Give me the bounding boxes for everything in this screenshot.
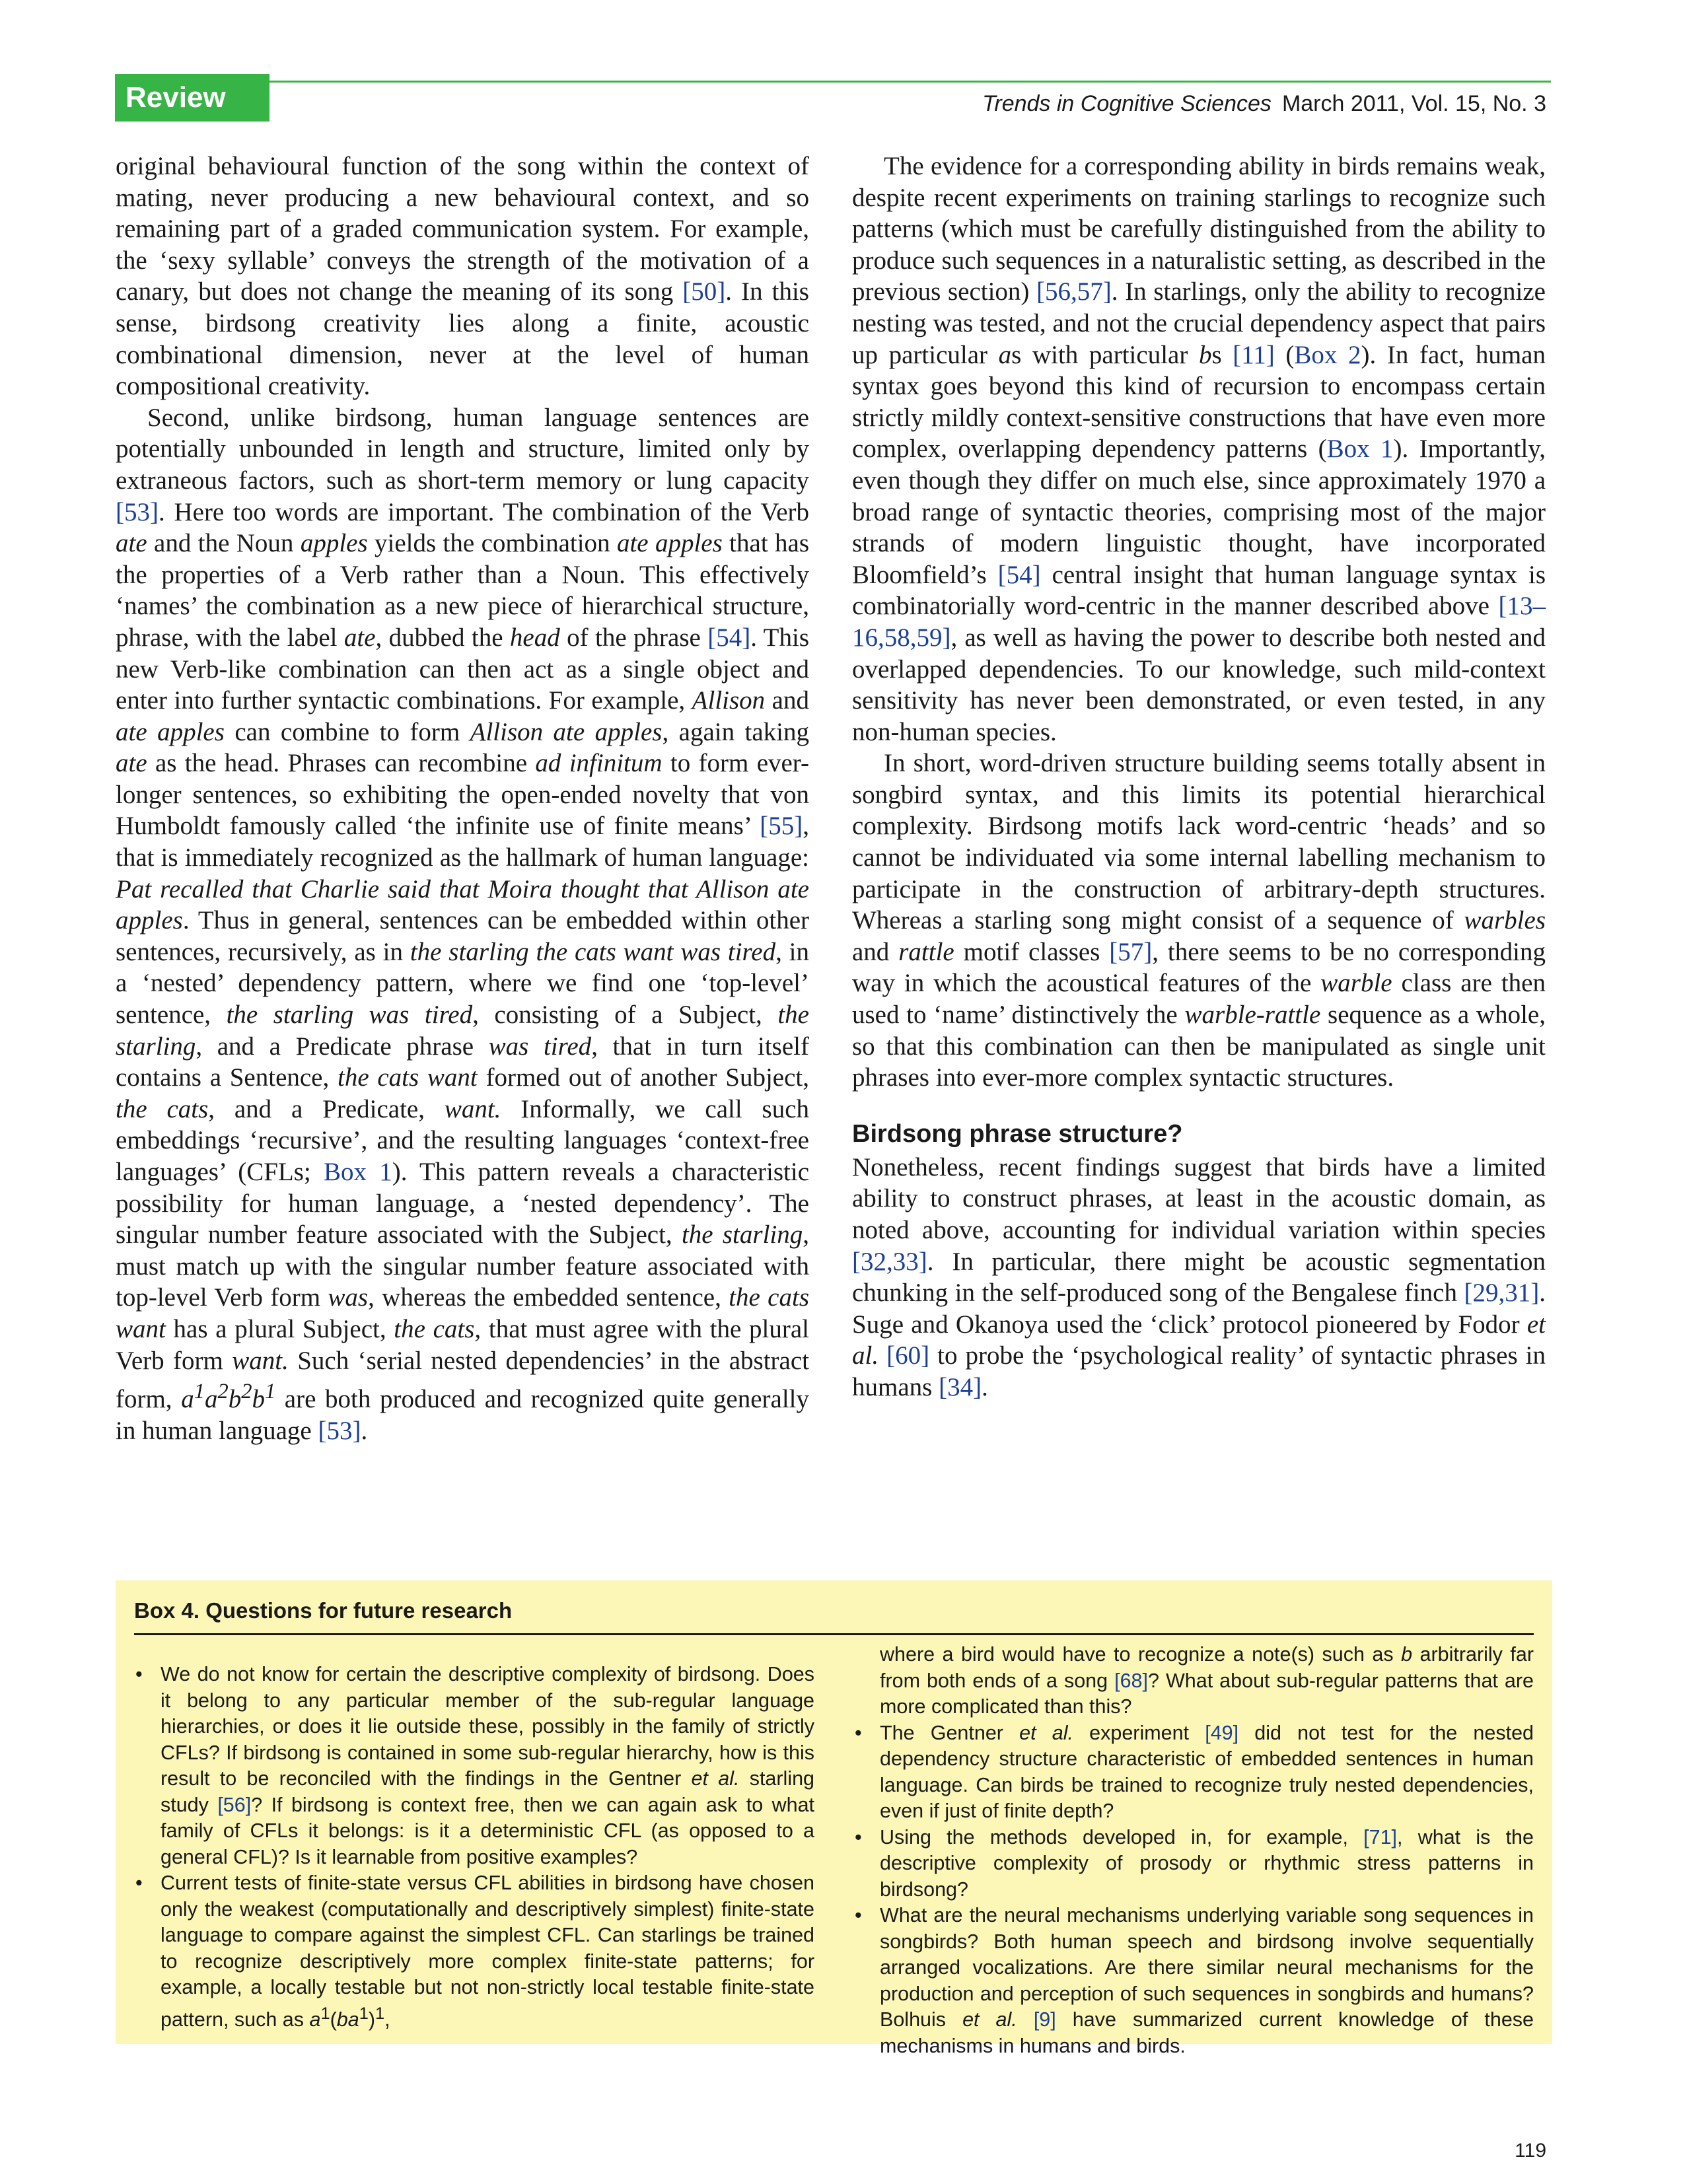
paragraph: In short, word-driven structure building seems totally absent in songbird syntax, and this limits its potential hierarchical complexity. Birdsong motifs lack word-centric ‘heads’ and so cannot be individuated via some internal labelling mechanism to participate in the construction of arbitrary-depth structures. Whereas a starling song might consist of a sequence of warbles and rattle motif classes [57], there seems to be no corresponding way in which the acoustical features of the warble class are then used to ‘name’ distinctively the warble-rattle sequence as a whole, so that this combination can then be manipulated as single unit phrases into ever-more complex syntactic structures.	[852, 749, 1546, 1092]
paragraph: original behavioural function of the song within the context of mating, never producing a new behavioural context, and so remaining part of a graded communication system. For example, the ‘sexy syllable’ conveys the strength of the motivation of a canary, but does not change the meaning of its song [50]. In this sense, birdsong creativity lies along a finite, acoustic combinational dimension, never at the level of human compositional creativity.	[116, 152, 809, 401]
journal-info	[982, 91, 1546, 117]
citation-link[interactable]: [54]	[707, 623, 751, 652]
box-4-questions	[116, 1580, 1552, 2057]
bullet-icon: •	[135, 1872, 143, 1894]
left-column	[116, 151, 809, 1446]
box-title: Box 4. Questions for future research	[134, 1598, 513, 1623]
box-left-column	[134, 1642, 814, 2059]
citation-link[interactable]: [34]	[939, 1372, 982, 1401]
list-item: • What are the neural mechanisms underlying variable song sequences in songbirds? Both human speech and birdsong involve sequentially arranged vocalizations. Are there similar neural mechanisms for the production and perception of such sequences in songbirds and humans? Bolhuis et al. [9] have summarized current knowledge of these mechanisms in humans and birds.	[855, 1904, 1534, 2057]
citation-link[interactable]: [54]	[997, 560, 1041, 589]
box-link[interactable]: Box 1	[323, 1158, 392, 1186]
section-tag: Review	[115, 74, 269, 122]
citation-link[interactable]: [32,33]	[852, 1247, 927, 1276]
section-heading: Birdsong phrase structure?	[852, 1119, 1183, 1148]
citation-link[interactable]: [55]	[760, 812, 803, 841]
box-link[interactable]: Box 2	[1294, 340, 1361, 369]
list-item: • Current tests of finite-state versus CFL abilities in birdsong have chosen only the weakest (computationally and descriptively simplest) finite-state language to compare against the simplest CFL. Can starlings be trained to recognize descriptively more complex finite-state patterns; for example, a locally testable but not non-strictly local testable finite-state pattern, such as $a^1(ba^1)^1$,	[135, 1872, 814, 2031]
right-column	[852, 151, 1546, 1403]
list-item: • The Gentner et al. experiment [49] did not test for the nested dependency structure characteristic of embedded sentences in human language. Can birds be trained to recognize truly nested dependencies, even if just of finite depth?	[855, 1721, 1534, 1822]
citation-link[interactable]: [49]	[1205, 1721, 1239, 1744]
citation-link[interactable]: [60]	[886, 1341, 930, 1370]
bullet-icon: •	[855, 1721, 862, 1744]
citation-link[interactable]: [11]	[1233, 340, 1275, 369]
citation-link[interactable]: [53]	[116, 497, 159, 526]
header-rule	[269, 81, 1551, 83]
journal-title: Trends in Cognitive Sciences	[982, 91, 1272, 116]
citation-link[interactable]: [57]	[1109, 937, 1153, 966]
journal-issue: March 2011, Vol. 15, No. 3	[1281, 91, 1546, 116]
paragraph: Second, unlike birdsong, human language sentences are potentially unbounded in length and structure, limited only by extraneous factors, such as short-term memory or lung capacity [53]. Here too words are important. The combination of the Verb ate and the Noun apples yields the combination ate apples that has the properties of a Verb rather than a Noun. This effectively ‘names’ the combination as a new piece of hierarchical structure, phrase, with the label ate, dubbed the head of the phrase [54]. This new Verb-like combination can then act as a single object and enter into further syntactic combinations. For example, Allison and ate apples can combine to form Allison ate apples, again taking ate as the head. Phrases can recombine ad infinitum to form ever-longer sentences, so exhibiting the open-ended novelty that von Humboldt famously called ‘the infinite use of finite means’ [55], that is immediately recognized as the hallmark of human language: Pat recalled that Charlie said that Moira thought that Allison ate apples. Thus in general, sentences can be embedded within other sentences, recursively, as in the starling the cats want was tired, in a ‘nested’ dependency pattern, where we find one ‘top-level’ sentence, the starling was tired, consisting of a Subject, the starling, and a Predicate phrase was tired, that in turn itself contains a Sentence, the cats want formed out of another Subject, the cats, and a Predicate, want. Informally, we call such embeddings ‘recursive’, and the resulting languages ‘context-free languages’ (CFLs; Box 1). This pattern reveals a characteristic possibility for human language, a ‘nested dependency’. The singular number feature associated with the Subject, the starling, must match up with the singular number feature associated with top-level Verb form was, whereas the embedded sentence, the cats want has a plural Subject, the cats, that must agree with the plural Verb form want. Such ‘serial nested dependencies’ in the abstract form, $a^1a^2b^2b^1$ are both produced and recognized quite generally in human language [53].	[116, 403, 810, 1445]
list-item: • Using the methods developed in, for example, [71], what is the descriptive complexity of prosody or rhythmic stress patterns in birdsong?	[855, 1825, 1534, 1901]
pattern-formula: $a^1(ba^1)^1$	[309, 2004, 385, 2031]
page-number: 119	[1515, 2140, 1546, 2162]
citation-link[interactable]: [56,57]	[1036, 277, 1112, 306]
citation-link[interactable]: [68]	[1114, 1669, 1148, 1692]
box-right-column	[853, 1642, 1534, 2059]
paragraph: Nonetheless, recent findings suggest that birds have a limited ability to construct phrases, at least in the acoustic domain, as noted above, accounting for individual variation within species [32,33]. In particular, there might be acoustic segmentation chunking in the self-produced song of the Bengalese finch [29,31]. Suge and Okanoya used the ‘click’ protocol pioneered by Fodor et al. [60] to probe the ‘psychological reality’ of syntactic phrases in humans [34].	[852, 1152, 1546, 1401]
citation-link[interactable]: [71]	[1363, 1825, 1398, 1849]
bullet-icon: •	[855, 1825, 862, 1849]
box-title-rule	[134, 1633, 1534, 1635]
list-item: • We do not know for certain the descriptive complexity of birdsong. Does it belong to any particular member of the sub-regular language hierarchies, or does it lie outside these, possibly in the family of strictly CFLs? If birdsong is contained in some sub-regular hierarchy, how is this result to be reconciled with the findings in the Gentner et al. starling study [56]? If birdsong is context free, then we can again ask to what family of CFLs it belongs: is it a deterministic CFL (as opposed to a general CFL)? Is it learnable from positive examples?	[135, 1663, 815, 1868]
bullet-icon: •	[135, 1663, 143, 1685]
citation-link[interactable]: [9]	[1033, 2008, 1056, 2031]
box-link[interactable]: Box 1	[1326, 435, 1394, 464]
citation-link[interactable]: [50]	[682, 277, 726, 306]
bullet-icon: •	[855, 1904, 862, 1926]
list-item-continuation: where a bird would have to recognize a note(s) such as b arbitrarily far from both ends of a song [68]? What about sub-regular patterns that are more complicated than this?	[880, 1643, 1534, 1718]
citation-link[interactable]: [56]	[217, 1793, 252, 1816]
citation-link[interactable]: [53]	[318, 1416, 361, 1445]
dependency-formula: $a^1a^2b^2b^1$	[181, 1380, 276, 1414]
citation-link[interactable]: [29,31]	[1464, 1279, 1540, 1308]
paragraph: The evidence for a corresponding ability in birds remains weak, despite recent experiments on training starlings to recognize such patterns (which must be carefully distinguished from the ability to produce such sequences in a naturalistic setting, as described in the previous section) [56,57]. In starlings, only the ability to recognize nesting was tested, and not the crucial dependency aspect that pairs up particular as with particular bs [11] (Box 2). In fact, human syntax goes beyond this kind of recursion to encompass certain strictly mildly context-sensitive constructions that have even more complex, overlapping dependency patterns (Box 1). Importantly, even though they differ on much else, since approximately 1970 a broad range of syntactic theories, comprising most of the major strands of modern linguistic thought, have incorporated Bloomfield’s [54] central insight that human language syntax is combinatorially word-centric in the manner described above [13–16,58,59], as well as having the power to describe both nested and overlapped dependencies. To our knowledge, such mild-context sensitivity has never been demonstrated, or even tested, in any non-human species.	[852, 152, 1546, 746]
citation-link[interactable]: [13–16,58,59]	[852, 592, 1546, 652]
